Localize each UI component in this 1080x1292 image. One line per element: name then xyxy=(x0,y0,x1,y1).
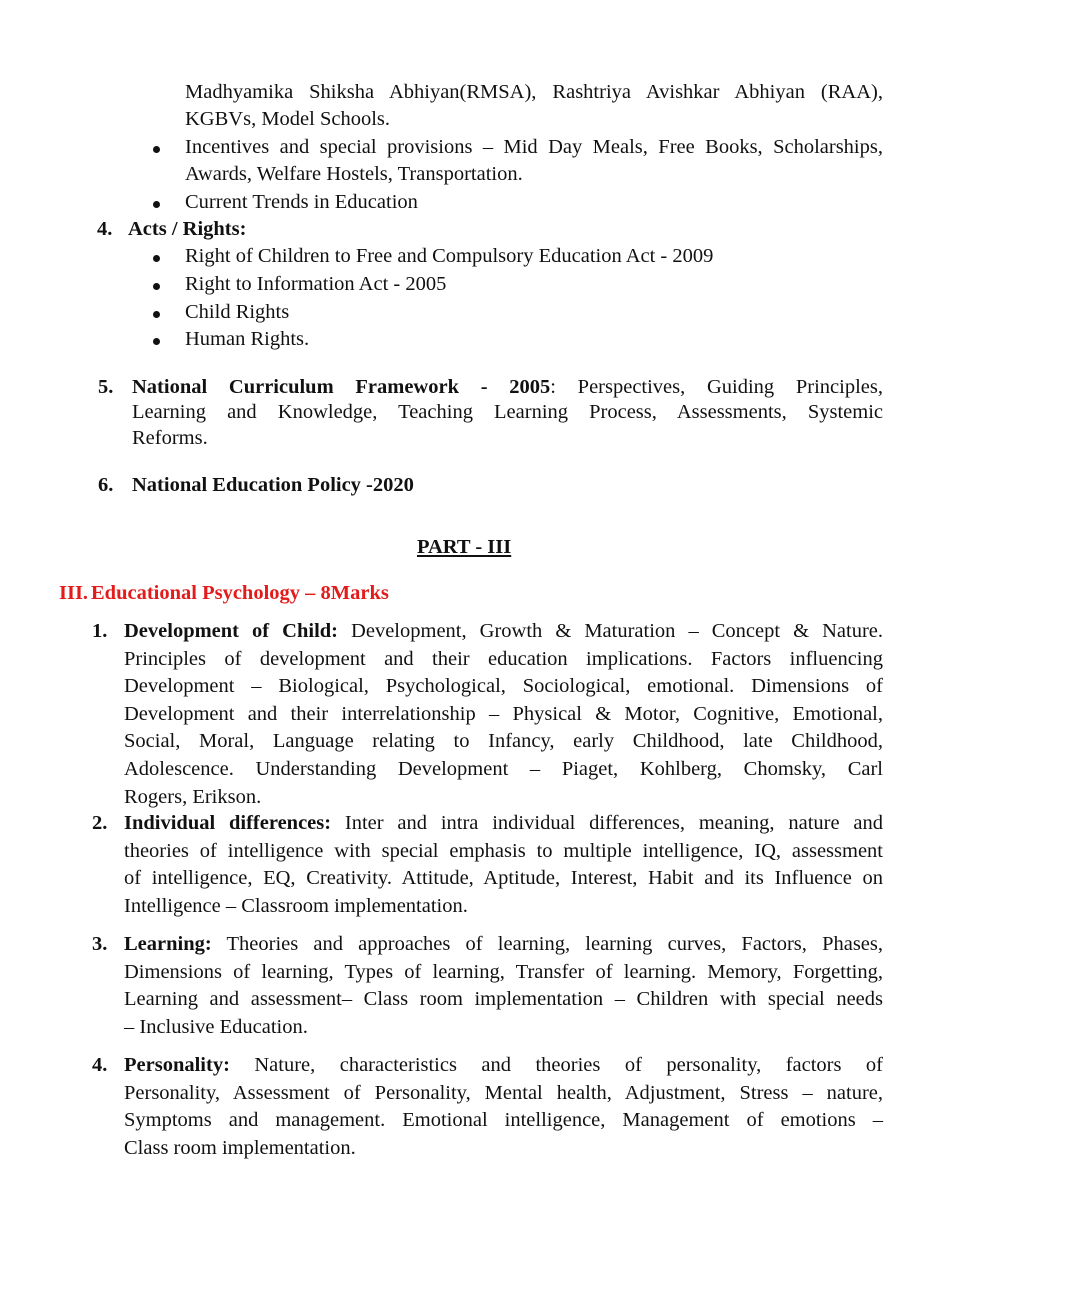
item-text-line xyxy=(124,1054,883,1077)
item-title: National Education Policy -2020 xyxy=(132,474,414,496)
item-text-line: Social, Moral, Language relating to Infancy, early Childhood, late Childhood, xyxy=(124,730,883,753)
continuation-line: KGBVs, Model Schools. xyxy=(185,108,391,130)
item-text-line: Reforms. xyxy=(132,427,208,449)
item-text-line: Development and their interrelationship – Physical & Motor, Cognitive, Emotional, xyxy=(124,702,883,725)
item-text-line: Symptoms and management. Emotional intelligence, Management of emotions – xyxy=(124,1109,883,1132)
item-title: Development of Child: xyxy=(124,620,338,642)
item-text-line: Intelligence – Classroom implementation. xyxy=(124,894,468,917)
bullet-icon xyxy=(153,146,160,153)
bullet-icon xyxy=(153,201,160,208)
bullet-text: Right to Information Act - 2005 xyxy=(185,273,447,295)
bullet-text: Current Trends in Education xyxy=(185,191,418,213)
item-text-line: Personality, Assessment of Personality, Mental health, Adjustment, Stress – nature, xyxy=(124,1081,883,1104)
section-title: Educational Psychology – 8Marks xyxy=(91,582,389,604)
item-text-line xyxy=(124,812,883,835)
item-text-line: of intelligence, EQ, Creativity. Attitude, Aptitude, Interest, Habit and its Influence on xyxy=(124,867,883,890)
item-number: 3. xyxy=(92,933,108,955)
bullet-text: Awards, Welfare Hostels, Transportation. xyxy=(185,163,523,185)
item-title: Individual differences: xyxy=(124,812,332,834)
part-heading: PART - III xyxy=(417,536,512,558)
section-numeral: III. xyxy=(59,582,89,604)
item-text-line: Class room implementation. xyxy=(124,1136,356,1159)
item-text: Inter and intra individual differences, meaning, nature and xyxy=(331,812,883,834)
item-number: 4. xyxy=(92,1054,108,1076)
item-text-line: Adolescence. Understanding Development – Piaget, Kohlberg, Chomsky, Carl xyxy=(124,758,883,780)
bullet-text: Right of Children to Free and Compulsory Education Act - 2009 xyxy=(185,245,714,267)
item-text-line xyxy=(124,933,883,956)
item-number: 4. xyxy=(97,218,113,240)
item-text-line: Dimensions of learning, Types of learning, Transfer of learning. Memory, Forgetting, xyxy=(124,960,883,983)
bullet-icon xyxy=(153,311,160,318)
bullet-text: Incentives and special provisions – Mid Day Meals, Free Books, Scholarships, xyxy=(185,136,883,158)
bullet-text: Child Rights xyxy=(185,301,290,323)
item-number: 2. xyxy=(92,812,108,834)
bullet-icon xyxy=(153,283,160,290)
item-text-line: Principles of development and their education implications. Factors influencing xyxy=(124,647,883,670)
item-text-line: theories of intelligence with special emphasis to multiple intelligence, IQ, assessment xyxy=(124,839,883,862)
item-text-line: Learning and assessment– Class room implementation – Children with special needs xyxy=(124,988,883,1011)
item-number: 5. xyxy=(98,376,114,398)
item-text-line: Rogers, Erikson. xyxy=(124,785,262,808)
item-text-line: – Inclusive Education. xyxy=(124,1015,308,1038)
item-text: Nature, characteristics and theories of personality, factors of xyxy=(229,1054,883,1076)
bullet-icon xyxy=(153,255,160,262)
continuation-line: Madhyamika Shiksha Abhiyan(RMSA), Rashtriya Avishkar Abhiyan (RAA), xyxy=(185,81,883,103)
bullet-icon xyxy=(153,338,160,345)
item-title: National Curriculum Framework - 2005 xyxy=(132,376,551,398)
item-title: Learning: xyxy=(124,933,212,955)
item-number: 1. xyxy=(92,620,108,642)
item-number: 6. xyxy=(98,474,114,496)
item-text: Theories and approaches of learning, learning curves, Factors, Phases, xyxy=(211,933,883,955)
item-text-line: Learning and Knowledge, Teaching Learning Process, Assessments, Systemic xyxy=(132,401,883,423)
item-text: Development, Growth & Maturation – Concept & Nature. xyxy=(338,620,884,642)
item-title: Acts / Rights: xyxy=(128,218,247,240)
item-title: Personality: xyxy=(124,1054,230,1076)
item-text: : Perspectives, Guiding Principles, xyxy=(550,376,884,398)
item-text-line xyxy=(132,376,883,399)
item-text-line: Development – Biological, Psychological, Sociological, emotional. Dimensions of xyxy=(124,675,883,698)
item-text-line xyxy=(124,620,883,643)
bullet-text: Human Rights. xyxy=(185,328,310,350)
